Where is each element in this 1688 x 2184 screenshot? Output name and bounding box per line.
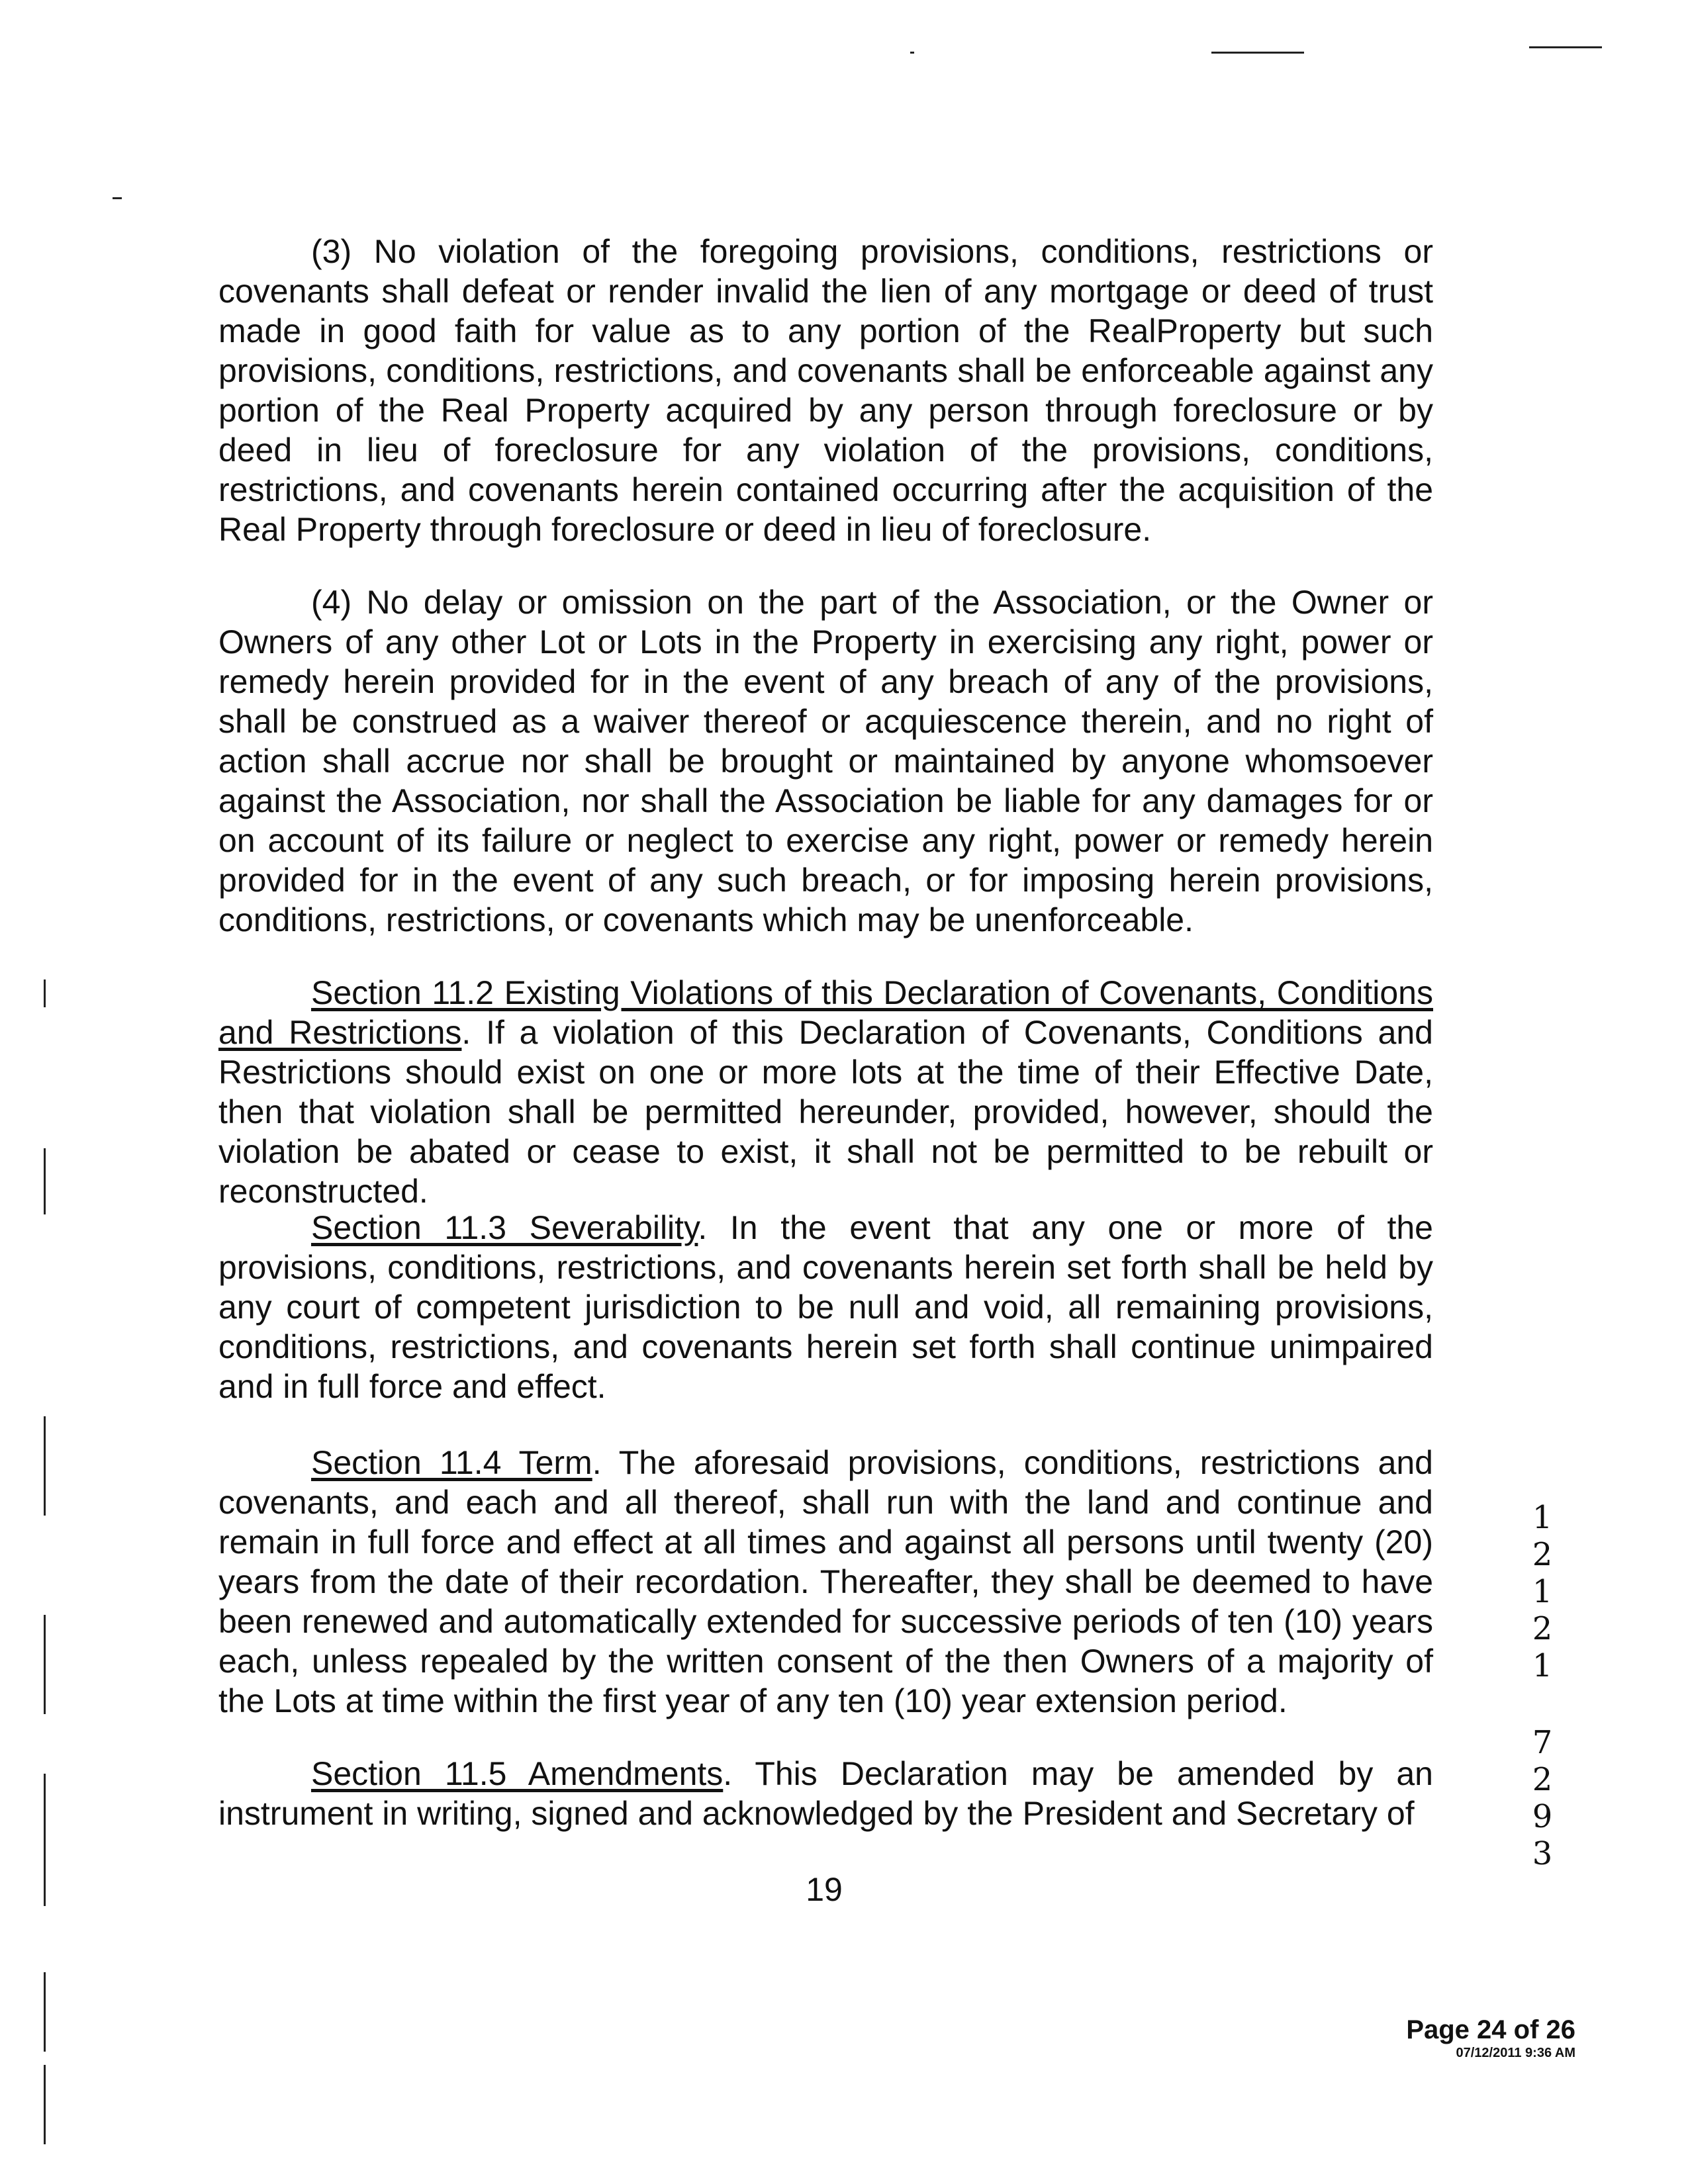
paragraph-3 (218, 232, 1433, 549)
stamp-digit: 3 (1532, 1835, 1553, 1872)
scan-mark (44, 1972, 46, 2052)
stamp-digit: 9 (1532, 1798, 1553, 1835)
stamp-digit: 1 (1532, 1499, 1553, 1536)
section-text: . In the event that any one or more of the provisions, conditions, restrictions, and covenants herein set forth shall be held by any court of competent jurisdiction to be null and void, all remaining provisions, conditions, restrictions, and covenants herein set forth shall continue unimpaired and in full force and effect. (218, 1209, 1433, 1405)
print-timestamp: 07/12/2011 9:36 AM (1456, 2046, 1575, 2060)
section-heading: Section 11.5 Amendments (311, 1755, 724, 1792)
stamp-gap (1523, 1684, 1562, 1724)
scan-mark (113, 197, 122, 199)
paragraph-4 (218, 582, 1433, 940)
paragraph-text: (4) No delay or omission on the part of the Association, or the Owner or Owners of any other Lot or Lots in the Property in exercising any right, power or remedy herein provided for in the event of any breach of any of the provisions, shall be construed as a waiver thereof or acquiescence therein, and no right of action shall accrue nor shall be brought or maintained by anyone whomsoever against the Association, nor shall the Association be liable for any damages for or on account of its failure or neglect to exercise any right, power or remedy herein provided for in the event of any such breach, or for imposing herein provisions, conditions, restrictions, or covenants which may be unenforceable. (218, 584, 1433, 938)
section-11-3 (218, 1208, 1433, 1406)
scan-mark (910, 52, 914, 54)
stamp-digit: 2 (1532, 1761, 1553, 1798)
stamp-digit: 7 (1532, 1724, 1553, 1761)
page-count-label: Page 24 of 26 (1406, 2015, 1575, 2044)
section-text: . The aforesaid provisions, conditions, restrictions and covenants, and each and all thereof, shall run with the land and continue and remain in full force and effect at all times and against all persons until twenty (20) years from the date of their recordation. Thereafter, they shall be deemed to have been renewed and automatically extended for successive periods of ten (10) years each, unless repealed by the written consent of the then Owners of a majority of the Lots at time within the first year of any ten (10) year extension period. (218, 1444, 1433, 1719)
margin-recording-stamp (1523, 1499, 1562, 1872)
section-text: . If a violation of this Declaration of Covenants, Conditions and Restrictions should exist on one or more lots at the time of their Effective Date, then that violation shall be permitted hereunder, provided, however, should the violation be abated or cease to exist, it shall not be permitted to be rebuilt or reconstructed. (218, 1014, 1433, 1210)
section-heading: Section 11.3 Severability (311, 1209, 698, 1246)
stamp-digit: 2 (1532, 1610, 1553, 1647)
section-text: . This Declaration may be amended by an instrument in writing, signed and acknowledged by the President and Secretary of (218, 1755, 1433, 1832)
stamp-digit: 1 (1532, 1647, 1553, 1684)
scan-mark (44, 1148, 46, 1214)
scan-mark (1211, 52, 1304, 54)
scan-mark (44, 1774, 46, 1906)
stamp-digit: 2 (1532, 1536, 1553, 1573)
paragraph-text: (3) No violation of the foregoing provisions, conditions, restrictions or covenants shall defeat or render invalid the lien of any mortgage or deed of trust made in good faith for value as to any portion of the RealProperty but such provisions, conditions, restrictions, and covenants shall be enforceable against any portion of the Real Property acquired by any person through foreclosure or by deed in lieu of foreclosure for any violation of the provisions, conditions, restrictions, and covenants herein contained occurring after the acquisition of the Real Property through foreclosure or deed in lieu of foreclosure. (218, 233, 1433, 548)
scan-mark (44, 979, 46, 1007)
section-heading: Section 11.2 Existing Violations of this Declaration of Covenants, Conditions and Restrictions (218, 974, 1433, 1051)
scan-mark (44, 1615, 46, 1714)
section-11-4 (218, 1443, 1433, 1721)
section-11-5 (218, 1754, 1433, 1833)
page-number: 19 (806, 1871, 843, 1908)
section-11-2 (218, 973, 1433, 1211)
scan-mark (44, 2065, 46, 2144)
stamp-digit: 1 (1532, 1573, 1553, 1610)
section-heading: Section 11.4 Term (311, 1444, 592, 1481)
scan-mark (1529, 46, 1602, 48)
scan-mark (44, 1416, 46, 1516)
